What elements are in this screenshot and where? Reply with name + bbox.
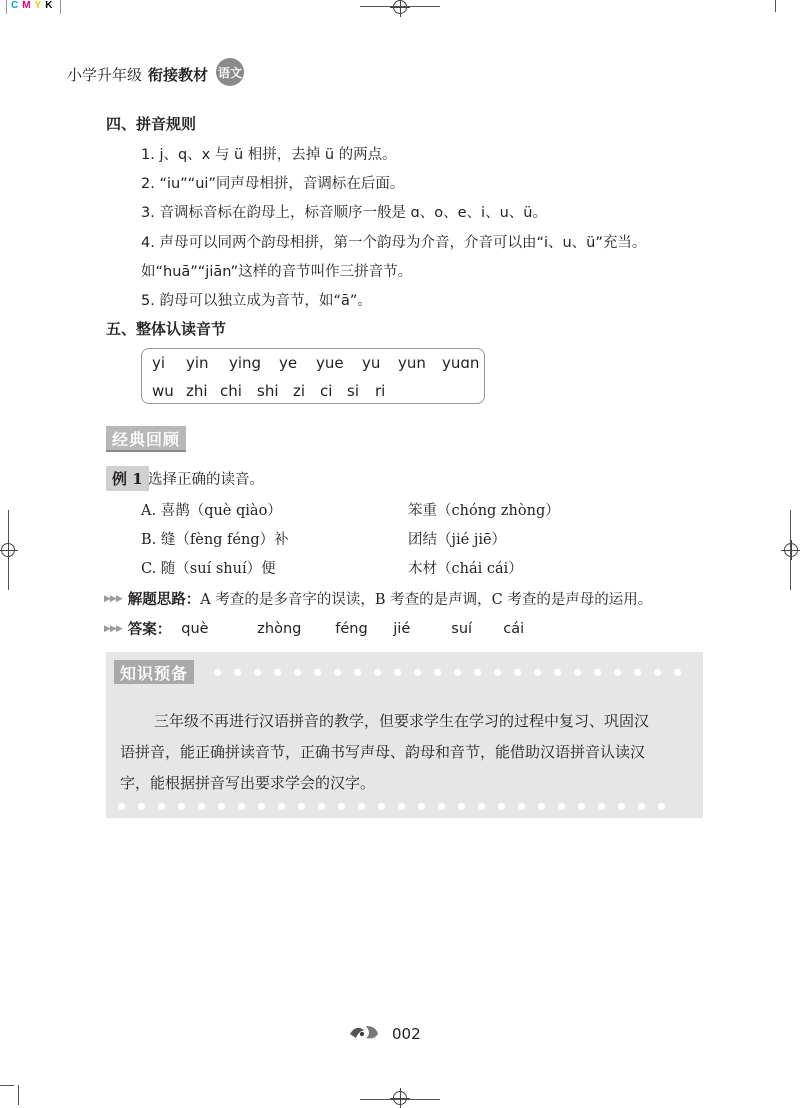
cmyk-k: K [45, 0, 53, 11]
syllable: wu [152, 382, 174, 400]
classic-review-badge: 经典回顾 [106, 426, 186, 450]
syllable: ye [279, 354, 298, 372]
rule-5: 5. 韵母可以独立成为音节，如“ā”。 [141, 293, 372, 309]
example-label: 例 1 [106, 466, 149, 491]
syllable: ying [229, 354, 262, 372]
option-b-right: 团结（jié jiē） [408, 532, 507, 548]
syllable: yuɑn [442, 354, 480, 372]
crop-mark-bottom-left [18, 1085, 19, 1105]
solution-text: A 考查的是多音字的误读，B 考查的是声调，C 考查的是声母的运用。 [200, 592, 653, 608]
arrow-icon: ▶▶▶ [104, 623, 122, 634]
registration-mark-bottom [393, 1091, 407, 1105]
registration-mark-left [1, 543, 15, 557]
cmyk-y: Y [34, 0, 42, 11]
syllable: zi [293, 382, 306, 400]
crop-mark-top-right [775, 0, 776, 12]
answer-item: què [181, 620, 209, 637]
arrow-icon: ▶▶▶ [104, 593, 122, 604]
solution-label: 解题思路： [127, 592, 201, 608]
answer-line [104, 618, 543, 639]
registration-mark-right [784, 543, 798, 557]
answer-item: suí [451, 620, 473, 637]
syllable: yi [152, 354, 166, 372]
option-c-right: 木材（chái cái） [408, 561, 523, 577]
section4-heading: 四、拼音规则 [106, 115, 197, 133]
syllable: ri [375, 382, 386, 400]
syllable: chi [220, 382, 242, 400]
solution-line [104, 588, 652, 609]
answer-item: cái [503, 620, 525, 637]
cmyk-m: M [22, 0, 31, 11]
knowledge-badge: 知识预备 [114, 660, 194, 684]
knowledge-line-2: 语拼音，能正确拼读音节，正确书写声母、韵母和音节，能借助汉语拼音认读汉 [120, 743, 646, 761]
cmyk-c: C [11, 0, 19, 11]
syllable: ci [320, 382, 333, 400]
option-b: B. 缝（fèng féng）补 [141, 532, 289, 548]
rule-2: 2. “iu”“ui”同声母相拼，音调标在后面。 [141, 176, 405, 192]
answer-item: jié [393, 620, 411, 637]
syllable: yun [398, 354, 426, 372]
syllable: shi [257, 382, 279, 400]
registration-mark-top [393, 0, 407, 14]
syllable: yin [186, 354, 209, 372]
book-title [67, 64, 208, 85]
syllable: yu [362, 354, 381, 372]
rule-1: 1. j、q、x 与 ü 相拼，去掉 ü 的两点。 [141, 147, 397, 163]
rule-4: 4. 声母可以同两个韵母相拼，第一个韵母为介音，介音可以由“i、u、ü”充当。 [141, 235, 647, 251]
answer-item: zhòng [257, 620, 302, 637]
cmyk-color-bar [6, 0, 61, 14]
option-a-right: 笨重（chóng zhòng） [408, 503, 560, 519]
book-title-main: 小学升年级 [67, 66, 143, 84]
page-ornament-icon [348, 1022, 380, 1042]
syllable-row-2 [152, 382, 395, 400]
syllable: si [347, 382, 359, 400]
knowledge-text [120, 706, 692, 799]
page-number: 002 [392, 1025, 421, 1043]
section5-heading: 五、整体认读音节 [106, 320, 227, 338]
crop-mark-bottom-left-h [0, 1085, 14, 1086]
rule-3: 3. 音调标音标在韵母上，标音顺序一般是 ɑ、o、e、i、u、ü。 [141, 205, 547, 221]
knowledge-box [106, 652, 703, 818]
option-c: C. 随（suí shuí）便 [141, 561, 276, 577]
knowledge-line-1: 三年级不再进行汉语拼音的教学，但要求学生在学习的过程中复习、巩固汉 [154, 712, 650, 730]
example-prompt: 选择正确的读音。 [148, 472, 264, 488]
answer-item: féng [335, 620, 368, 637]
syllable: zhi [186, 382, 208, 400]
knowledge-line-3: 字，能根据拼音写出要求学会的汉字。 [120, 774, 376, 792]
dots-bottom [118, 803, 665, 810]
subject-badge: 语文 [216, 58, 244, 86]
option-a: A. 喜鹊（què qiào） [141, 503, 282, 519]
syllable-box [141, 348, 485, 404]
syllable-row-1 [152, 354, 482, 372]
rule-4-cont: 如“huā”“jiān”这样的音节叫作三拼音节。 [141, 264, 413, 280]
syllable: yue [316, 354, 344, 372]
dots-top [214, 669, 681, 676]
book-title-bold: 衔接教材 [148, 66, 209, 84]
answer-label: 答案： [127, 622, 172, 638]
